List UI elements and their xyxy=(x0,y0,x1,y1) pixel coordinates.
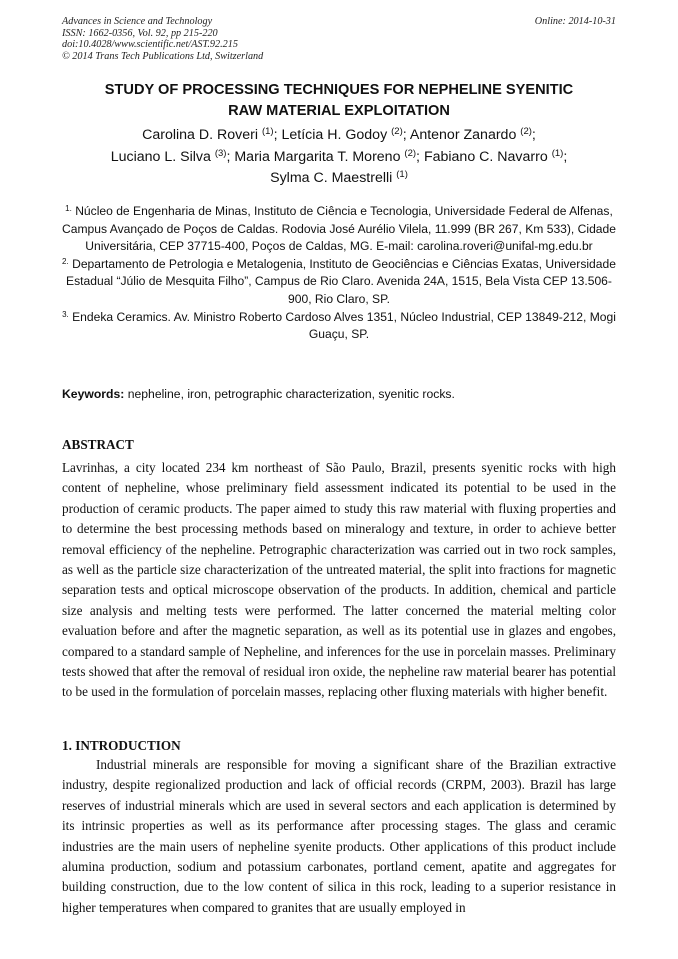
affiliation-text: Núcleo de Engenharia de Minas, Instituto de Ciência e Tecnologia, Universidade Federal de Alfenas, Campus Avançado de Poços de Caldas. Rodovia José Aurélio Vilela, 11.999 (BR 267, Km 533), Cidade Universitária, CEP 37715-400, Poços de Caldas, MG. E-mail: carolina.roveri@unifal-mg.edu.br xyxy=(62,204,616,254)
author-name: Fabiano C. Navarro xyxy=(423,148,548,165)
paper-title xyxy=(62,80,616,122)
author-affiliation-mark: (2) xyxy=(391,126,403,137)
affiliation-2 xyxy=(62,256,616,309)
keywords-text: nepheline, iron, petrographic characterization, syenitic rocks. xyxy=(127,387,455,401)
affiliation-number: 3. xyxy=(62,309,69,319)
copyright: © 2014 Trans Tech Publications Ltd, Switzerland xyxy=(62,50,264,62)
affiliations xyxy=(62,203,616,344)
author-name: Sylma C. Maestrelli xyxy=(270,170,393,186)
introduction-text: Industrial minerals are responsible for moving a significant share of the Brazilian extractive industry, despite regionalized production and lack of official records (CRPM, 2003). Brazil has large reserves of industrial minerals which are used in several sectors and each application is determined by its intrinsic properties as well as its performance after processing stages. The glass and ceramic industries are the main users of nepheline syenite products. Other applications of this product include alumina production, sodium and potassium carbonates, portland cement, apatite and aggregates for building construction, due to the low content of silica in this rock, leading to a superior resistance in higher temperatures when compared to granites that are usually employed in xyxy=(62,757,616,915)
author-name: Antenor Zanardo xyxy=(409,127,517,143)
affiliation-number: 1. xyxy=(65,204,72,213)
affiliation-3 xyxy=(62,309,616,344)
keywords-label: Keywords: xyxy=(62,387,125,401)
keywords xyxy=(62,386,616,403)
author-affiliation-mark: (1) xyxy=(396,169,408,180)
author-affiliation-mark: (1) xyxy=(261,126,274,137)
journal-name: Advances in Science and Technology xyxy=(62,16,213,27)
author-name: Luciano L. Silva xyxy=(110,148,211,165)
author-name: Letícia H. Godoy xyxy=(281,127,388,143)
author-affiliation-mark: (2) xyxy=(520,126,532,137)
author-affiliation-mark: (2) xyxy=(404,147,417,159)
journal-header xyxy=(62,16,616,62)
affiliation-text: Departamento de Petrologia e Metalogenia, Instituto de Geociências e Ciências Exatas, Universidade Estadual “Júlio de Mesquita Filho”, Campus de Rio Claro. Avenida 24A, 1515, Bela Vista CEP 13.506-900, Rio Claro, SP. xyxy=(66,256,616,306)
introduction-heading: 1. INTRODUCTION xyxy=(62,738,181,753)
affiliation-text: Endeka Ceramics. Av. Ministro Roberto Cardoso Alves 1351, Núcleo Industrial, CEP 13849-212, Mogi Guaçu, SP. xyxy=(72,309,616,342)
author-affiliation-mark: (3) xyxy=(214,147,227,159)
affiliation-1 xyxy=(62,203,616,256)
author-name: Maria Margarita T. Moreno xyxy=(234,148,401,165)
online-date: Online: 2014-10-31 xyxy=(534,16,616,27)
affiliation-number: 2. xyxy=(62,256,69,266)
doi: doi:10.4028/www.scientific.net/AST.92.215 xyxy=(62,39,238,51)
author-list: Carolina D. Roveri $^{(1)}$; Letícia H. Godoy $^{(2)}$; Antenor Zanardo $^{(2)}$; Luciano L. Silva $^{(3)}$; Maria Margarita T. Moreno $^{(2)}$; Fabiano C. Navarro $^{(1)}$; Sylma C. Maestrelli $^{(1)}$ xyxy=(110,126,568,186)
author-affiliation-mark: (1) xyxy=(551,147,564,159)
issn: ISSN: 1662-0356, Vol. 92, pp 215-220 xyxy=(62,27,218,39)
title-line-1: STUDY OF PROCESSING TECHNIQUES FOR NEPHELINE SYENITIC xyxy=(104,82,574,98)
author-name: Carolina D. Roveri xyxy=(142,127,259,143)
abstract-heading: ABSTRACT xyxy=(62,437,134,452)
title-line-2: RAW MATERIAL EXPLOITATION xyxy=(228,103,450,119)
abstract-text: Lavrinhas, a city located 234 km northeast of São Paulo, Brazil, presents syenitic rocks with high content of nepheline, whose preliminary field assessment indicated its potential to be used in the production of ceramic products. The paper aimed to study this raw material with fluxing properties and to determine the best processing methods based on mineralogy and texture, in order to achieve better removal efficiency of the nepheline. Petrographic characterization was carried out in two rock samples, as well as the particle size characterization of the untreated material, the split into fractions for magnetic separation tests and optical microscope observation of the products. In addition, chemical and particle size analysis and melting tests were performed. The latter concerned the material melting color evaluation before and after the magnetic separation, as well as its potential use in glazes and engobes, compared to a standard sample of Nepheline, and inferences for the use in porcelain masses. Preliminary tests showed that after the removal of residual iron oxide, the nepheline raw material bearer has potential to be used in the formulation of porcelain masses, replacing other fluxing materials with higher benefit. xyxy=(62,460,616,700)
